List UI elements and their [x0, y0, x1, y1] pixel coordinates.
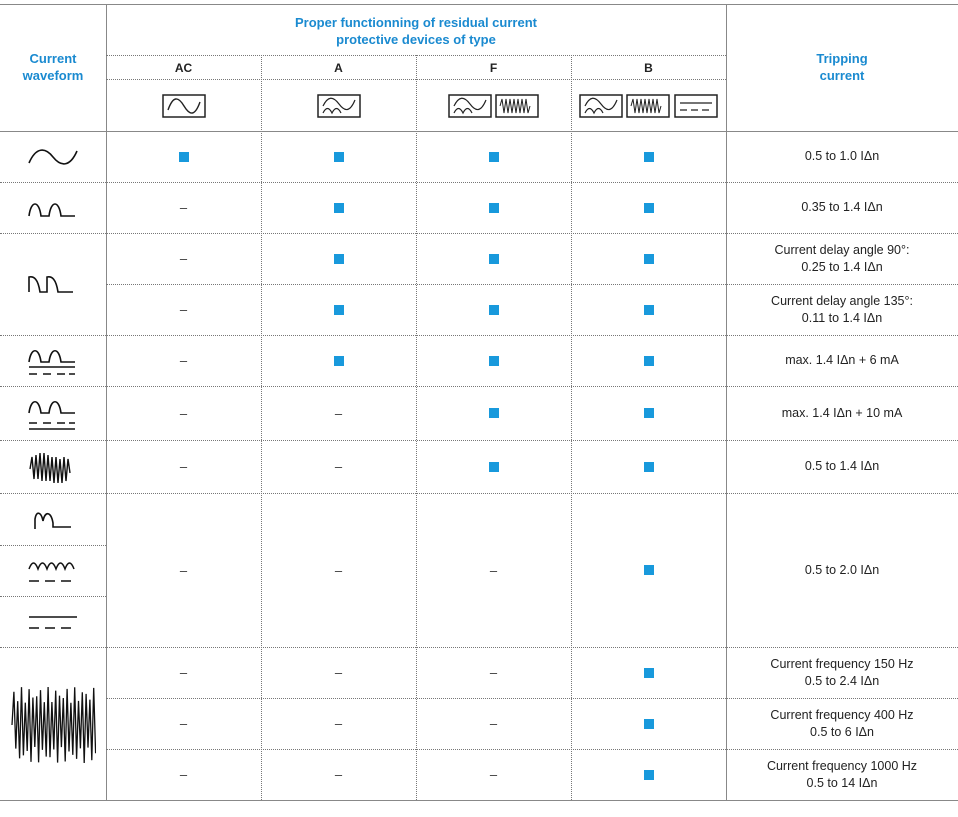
not-supported-marker: – — [179, 665, 188, 680]
type-ac-header: AC — [174, 61, 193, 75]
tripping-current-cell: Current frequency 150 Hz 0.5 to 2.4 IΔn — [770, 656, 914, 688]
tripping-current-cell: max. 1.4 IΔn + 6 mA — [785, 353, 899, 367]
supported-marker — [334, 356, 344, 366]
cell-f-row-4 — [416, 284, 571, 335]
cell-ac-row-10 — [106, 698, 261, 749]
proper-functioning-header: Proper functionning of residual current protective devices of type — [295, 15, 537, 47]
b-symbol-icon — [571, 88, 726, 124]
supported-marker — [644, 462, 654, 472]
supported-marker — [489, 305, 499, 315]
cell-a-row-1 — [261, 131, 416, 182]
cell-ac-row-2 — [106, 182, 261, 233]
cell-ac-row-6 — [106, 386, 261, 440]
not-supported-marker: – — [179, 562, 188, 578]
cell-f-row-5 — [416, 335, 571, 386]
cell-f-row-3 — [416, 233, 571, 284]
cell-f-row-1 — [416, 131, 571, 182]
cell-b-row-6 — [571, 386, 726, 440]
cell-b-row-11 — [571, 749, 726, 800]
supported-marker — [644, 719, 654, 729]
supported-marker — [489, 254, 499, 264]
current-waveform-header: Current waveform — [22, 51, 84, 83]
rectified-two-pulse-icon — [0, 495, 106, 545]
not-supported-marker: – — [489, 665, 498, 680]
cell-a-row-8 — [261, 493, 416, 647]
cell-f-row-11 — [416, 749, 571, 800]
cell-b-row-7 — [571, 440, 726, 493]
pulsating-dc-icon — [0, 182, 106, 233]
cell-f-row-6 — [416, 386, 571, 440]
a-symbol-icon — [261, 88, 416, 124]
not-supported-marker: – — [334, 459, 343, 474]
supported-marker — [334, 254, 344, 264]
cell-b-row-5 — [571, 335, 726, 386]
not-supported-marker: – — [179, 302, 188, 317]
not-supported-marker: – — [489, 716, 498, 731]
supported-marker — [489, 356, 499, 366]
supported-marker — [489, 152, 499, 162]
tripping-current-header: Tripping current — [816, 51, 868, 83]
cell-ac-row-9 — [106, 647, 261, 698]
cell-f-row-10 — [416, 698, 571, 749]
cell-f-row-9 — [416, 647, 571, 698]
tripping-current-cell: max. 1.4 IΔn + 10 mA — [781, 405, 903, 420]
ac-symbol-icon — [106, 88, 261, 124]
supported-marker — [489, 408, 499, 418]
not-supported-marker: – — [334, 405, 343, 421]
f-symbol-icon — [416, 88, 571, 124]
supported-marker — [489, 203, 499, 213]
phase-cut-dc-icon — [0, 233, 106, 335]
not-supported-marker: – — [179, 767, 188, 782]
supported-marker — [644, 203, 654, 213]
cell-ac-row-4 — [106, 284, 261, 335]
not-supported-marker: – — [334, 562, 343, 578]
not-supported-marker: – — [179, 353, 188, 368]
supported-marker — [644, 356, 654, 366]
cell-a-row-3 — [261, 233, 416, 284]
mixed-frequency-icon — [0, 440, 106, 493]
supported-marker — [644, 305, 654, 315]
cell-a-row-11 — [261, 749, 416, 800]
cell-a-row-7 — [261, 440, 416, 493]
not-supported-marker: – — [334, 767, 343, 782]
cell-f-row-7 — [416, 440, 571, 493]
cell-a-row-5 — [261, 335, 416, 386]
sine-wave-icon — [0, 131, 106, 182]
cell-ac-row-3 — [106, 233, 261, 284]
type-b-header: B — [644, 61, 653, 75]
supported-marker — [334, 305, 344, 315]
not-supported-marker: – — [179, 459, 188, 474]
not-supported-marker: – — [489, 767, 498, 782]
supported-marker — [489, 462, 499, 472]
cell-a-row-9 — [261, 647, 416, 698]
cell-f-row-2 — [416, 182, 571, 233]
cell-ac-row-11 — [106, 749, 261, 800]
tripping-current-cell: 0.5 to 1.0 IΔn — [804, 149, 880, 163]
supported-marker — [334, 203, 344, 213]
not-supported-marker: – — [179, 716, 188, 731]
cell-a-row-6 — [261, 386, 416, 440]
tripping-current-cell: 0.5 to 1.4 IΔn — [804, 459, 880, 473]
pulsating-dc-smooth-10ma-icon — [0, 386, 106, 440]
cell-ac-row-7 — [106, 440, 261, 493]
not-supported-marker: – — [489, 562, 498, 578]
cell-b-row-8 — [571, 493, 726, 647]
cell-b-row-1 — [571, 131, 726, 182]
supported-marker — [334, 152, 344, 162]
type-a-header: A — [334, 61, 343, 75]
cell-b-row-4 — [571, 284, 726, 335]
tripping-current-cell: Current delay angle 135°: 0.11 to 1.4 IΔn — [771, 293, 913, 325]
supported-marker — [644, 254, 654, 264]
cell-ac-row-1 — [106, 131, 261, 182]
tripping-current-cell: Current frequency 400 Hz 0.5 to 6 IΔn — [770, 707, 914, 739]
supported-marker — [644, 152, 654, 162]
cell-b-row-9 — [571, 647, 726, 698]
not-supported-marker: – — [334, 716, 343, 731]
supported-marker — [644, 668, 654, 678]
not-supported-marker: – — [179, 251, 188, 266]
cell-a-row-4 — [261, 284, 416, 335]
cell-b-row-10 — [571, 698, 726, 749]
smoothed-dc-ripple-icon — [0, 545, 106, 596]
type-f-header: F — [489, 61, 498, 75]
not-supported-marker: – — [179, 200, 188, 215]
cell-ac-row-5 — [106, 335, 261, 386]
cell-f-row-8 — [416, 493, 571, 647]
tripping-current-cell: Current delay angle 90°: 0.25 to 1.4 IΔn — [774, 242, 910, 274]
pulsating-dc-smooth-6ma-icon — [0, 335, 106, 386]
cell-b-row-2 — [571, 182, 726, 233]
cell-b-row-3 — [571, 233, 726, 284]
tripping-current-cell: 0.35 to 1.4 IΔn — [801, 200, 883, 214]
cell-a-row-2 — [261, 182, 416, 233]
pure-dc-icon — [0, 596, 106, 647]
cell-ac-row-8 — [106, 493, 261, 647]
high-frequency-icon — [0, 649, 106, 800]
tripping-current-cell: 0.5 to 2.0 IΔn — [804, 562, 880, 577]
not-supported-marker: – — [179, 405, 188, 421]
supported-marker — [644, 770, 654, 780]
cell-a-row-10 — [261, 698, 416, 749]
supported-marker — [644, 565, 654, 575]
tripping-current-cell: Current frequency 1000 Hz 0.5 to 14 IΔn — [766, 758, 918, 790]
not-supported-marker: – — [334, 665, 343, 680]
supported-marker — [179, 152, 189, 162]
supported-marker — [644, 408, 654, 418]
